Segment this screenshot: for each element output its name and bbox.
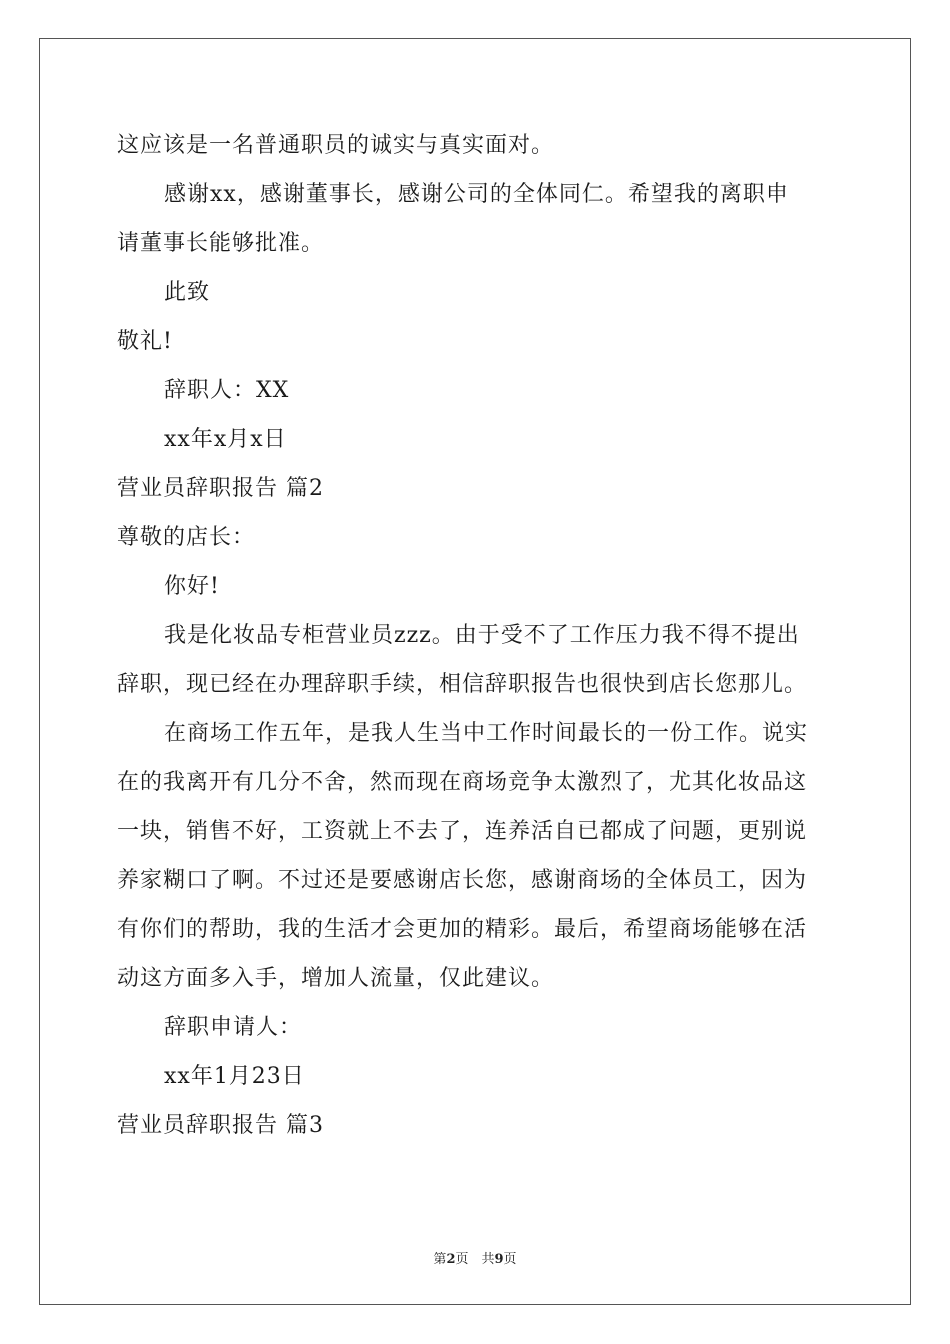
page-prefix: 第 [433, 1252, 447, 1267]
section-heading: 营业员辞职报告 篇3 [117, 1113, 324, 1138]
date-line: xx年1月23日 [164, 1064, 305, 1089]
date-line: xx年x月x日 [164, 427, 287, 452]
signature-line: 辞职人：XX [164, 378, 290, 403]
paragraph-line: 我是化妆品专柜营业员zzz。由于受不了工作压力我不得不提出 [164, 623, 800, 648]
paragraph-line: 一块，销售不好，工资就上不去了，连养活自已都成了问题，更别说 [117, 819, 808, 844]
section-heading: 营业员辞职报告 篇2 [117, 476, 324, 501]
page-suffix: 页 [503, 1252, 517, 1267]
paragraph-line: 请董事长能够批准。 [117, 231, 325, 256]
paragraph-line: 在商场工作五年，是我人生当中工作时间最长的一份工作。说实 [164, 721, 809, 746]
paragraph-line: 辞职，现已经在办理辞职手续，相信辞职报告也很快到店长您那儿。 [117, 672, 808, 697]
greeting-line: 你好! [164, 574, 220, 599]
paragraph-line: 这应该是一名普通职员的诚实与真实面对。 [117, 133, 555, 158]
document-body [117, 121, 837, 1150]
paragraph-line: 有你们的帮助，我的生活才会更加的精彩。最后，希望商场能够在活 [117, 917, 808, 942]
page-footer [0, 1248, 950, 1267]
paragraph-line: 感谢xx，感谢董事长，感谢公司的全体同仁。希望我的离职申 [164, 182, 789, 207]
closing-regards: 敬礼! [117, 329, 173, 354]
page-mid: 页 共 [455, 1252, 495, 1267]
total-page-number: 9 [494, 1252, 504, 1267]
signature-line: 辞职申请人： [164, 1015, 303, 1040]
paragraph-line: 养家糊口了啊。不过还是要感谢店长您，感谢商场的全体员工，因为 [117, 868, 808, 893]
paragraph-line: 在的我离开有几分不舍，然而现在商场竞争太激烈了，尤其化妆品这 [117, 770, 808, 795]
greeting-line: 尊敬的店长： [117, 525, 256, 550]
current-page-number: 2 [446, 1252, 456, 1267]
closing-salutation: 此致 [164, 280, 211, 305]
paragraph-line: 动这方面多入手，增加人流量，仅此建议。 [117, 966, 555, 991]
